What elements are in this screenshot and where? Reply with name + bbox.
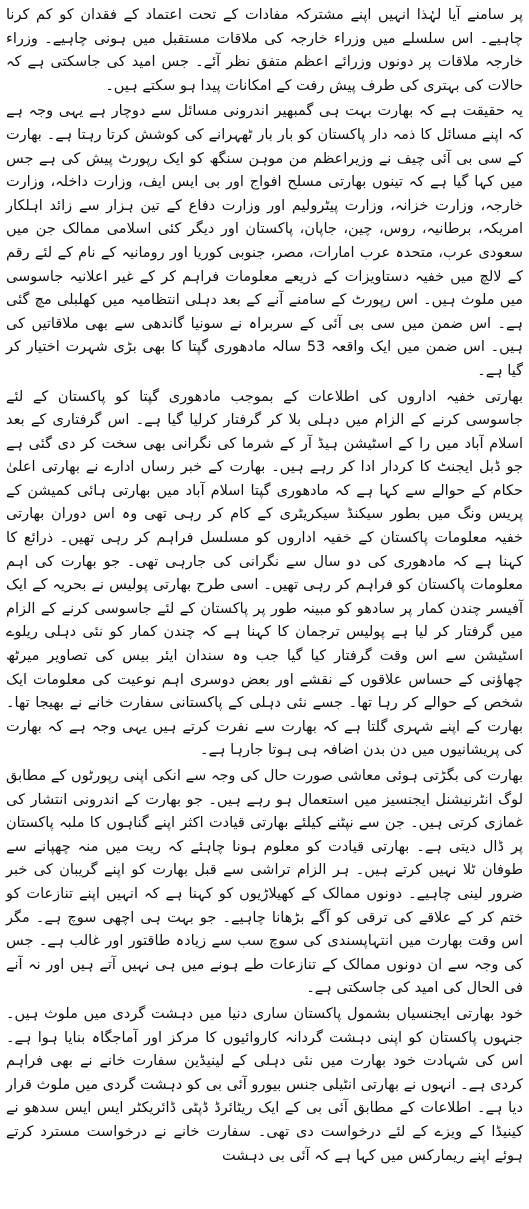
- article-paragraph-4: بھارت کی بگڑتی ہوئی معاشی صورت حال کی وجہ سے انکی اپنی رپورٹوں کے مطابق لوگ انٹرنیشنل ایجنسیز میں استعمال ہو رہے ہیں۔ جو بھارت کے اندرونی انتشار کی غمازی کرتی ہیں۔ جن سے نپٹنے کیلئے بھارتی قیادت اکثر اپنے گناہوں کا ملبہ پاکستان پر ڈال دیتی ہے۔ بھارتی قیادت کو معلوم ہونا چاہئے کہ ریت میں منہ چھپانے سے طوفان ٹلا نہیں کرتے ہیں۔ ہر الزام تراشی سے قبل بھارت کو اپنے گریبان کی خبر ضرور لینی چاہیے۔ دونوں ممالک کے کھیلاڑیوں کو کہنا ہے کہ انہیں اپنے تنازعات کو ختم کر کے علاقے کی ترقی کو آگے بڑھانا چاہیے۔ جو بہت ہی اچھی سوچ ہے۔ مگر اس وقت بھارت میں انتہاپسندی کی سوچ سب سے زیادہ طاقتور اور غالب ہے۔ جس کی وجہ سے ان دونوں ممالک کے تنازعات طے ہونے میں ہی نہیں آتے ہیں اور نہ آنے فی الحال کی امید کی جاسکتی ہے۔: [6, 768, 523, 997]
- article-paragraph-5: خود بھارتی ایجنسیاں بشمول پاکستان ساری دنیا میں دہشت گردی میں ملوث ہیں۔ جنہوں پاکستان کو اپنی دہشت گردانہ کاروائیوں کا مرکز اور آماجگاہ بنایا ہوا ہے۔ اس کی شہادت خود بھارت میں نئی دہلی کے لینیڈین سفارت خانے نے بھی فراہم کردی ہے۔ انہوں نے بھارتی انٹیلی جنس بیورو آئی بی کو دہشت گردی میں ملوث قرار دیا ہے۔ اطلاعات کے مطابق آئی بی کے ایک ریٹائرڈ ڈپٹی ڈائریکٹر ایس ایس سدھو نے کینیڈا کے ویزے کے لئے درخواست دی تھی۔ سفارت خانے نے درخواست مسترد کرتے ہوئے اپنے ریمارکس میں کہا ہے کہ آئی بی دہشت: [6, 1005, 523, 1164]
- article-paragraph-3: بھارتی خفیہ اداروں کی اطلاعات کے بموجب مادھوری گپتا کو پاکستان کے لئے جاسوسی کرنے کے الزام میں دہلی بلا کر گرفتار کرلیا گیا ہے۔ اس گرفتاری کے بعد اسلام آباد میں را کے اسٹیشن ہیڈ آر کے شرما کی نگرانی بھی سخت کر دی گئی ہے جو ڈبل ایجنٹ کا کردار ادا کر رہے ہیں۔ بھارت کے خبر رساں ادارے نے بھارتی اعلیٰ حکام کے حوالے سے کہا ہے کہ مادھوری گپتا اسلام آباد میں بھارتی ہائی کمیشن کے پریس ونگ میں بطور سیکنڈ سیکریٹری کے کام کر رہی تھی وہ اس دوران بھارتی خفیہ معلومات پاکستان کے خفیہ اداروں کو مسلسل فراہم کر رہی تھیں۔ ذرائع کا کہنا ہے کہ مادھوری کی دو سال سے نگرانی کی جارہی تھی۔ جو بھارت کی اہم معلومات پاکستان کو فراہم کر رہی تھیں۔ اسی طرح بھارتی پولیس نے بحریہ کے ایک آفیسر چندن کمار پر سادھو کو مبینہ طور پر پاکستان کے لئے جاسوسی کرنے کے الزام میں گرفتار کر لیا ہے پولیس ترجمان کا کہنا ہے کہ چندن کمار کو نئی دہلی ریلوے اسٹیشن سے اس وقت گرفتار کیا گیا جب وہ سندان ایئر بیس کی تصاویر میرٹھ چھاؤنی کے حساس علاقوں کے نقشے اور بعض دوسری اہم نوعیت کی معلومات ایک شخص کے حوالے کر رہا تھا۔ جسے نئی دہلی کے پاکستانی سفارت خانے نے بھیجا تھا۔ بھارت کے اپنے شہری گلتا ہے کہ بھارت سے نفرت کرتے ہیں یہی وجہ ہے کہ بھارت کی پریشانیوں میں دن بدن اضافہ ہی ہوتا جارہا ہے۔: [6, 388, 523, 759]
- article-paragraph-2: یہ حقیقت ہے کہ بھارت بہت ہی گمبھیر اندرونی مسائل سے دوچار ہے یہی وجہ ہے کہ اپنے مسائل کا ذمہ دار پاکستان کو بار بار ٹھہرانے کی کوشش کرتا رہتا ہے۔ بھارت کے سی بی آئی چیف نے وزیراعظم من موہن سنگھ کو ایک رپورٹ پیش کی ہے جس میں کہا گیا ہے کہ تینوں بھارتی مسلح افواج اور بی ایس ایف، وزارت داخلہ، وزارت خارجہ، وزارت خزانہ، وزارت پیٹرولیم اور وزارت دفاع کے تین ہزار سے زائد اہلکار امریکہ، برطانیہ، روس، چین، جاپان، پاکستان اور دیگر کئی اسلامی ممالک جن میں سعودی عرب، متحدہ عرب امارات، مصر، جنوبی کوریا اور رومانیہ کے نام کے لئے رقم کے لالچ میں خفیہ دستاویزات کے ذریعے معلومات فراہم کر کے غیر اعلانیہ جاسوسی میں ملوث ہیں۔ اس رپورٹ کے سامنے آنے کے بعد دہلی انتظامیہ میں کھلبلی مچ گئی ہے۔ اس ضمن میں سی بی آئی کے سربراہ نے سونیا گاندھی سے بھی ملاقاتیں کی ہیں۔ اس ضمن میں ایک واقعہ 53 سالہ مادھوری گپتا کا بھی بڑی شہرت اختیار کر گیا ہے۔: [6, 103, 523, 379]
- article-paragraph-1: پر سامنے آیا لہٰذا انہیں اپنے مشترکہ مفادات کے تحت اعتماد کے فقدان کو کم کرنا چاہیے۔ اس سلسلے میں وزراء خارجہ کی ملاقات مستقبل میں ہونی چاہیے۔ وزراء خارجہ ملاقات پر دونوں وزرائے اعظم متفق نظر آئے۔ جس امید کی جاسکتی ہے کہ حالات کی بہتری کی طرف پیش رفت کے امکانات پیدا ہو سکتے ہیں۔: [6, 7, 523, 94]
- urdu-article-body: [6, 4, 523, 1168]
